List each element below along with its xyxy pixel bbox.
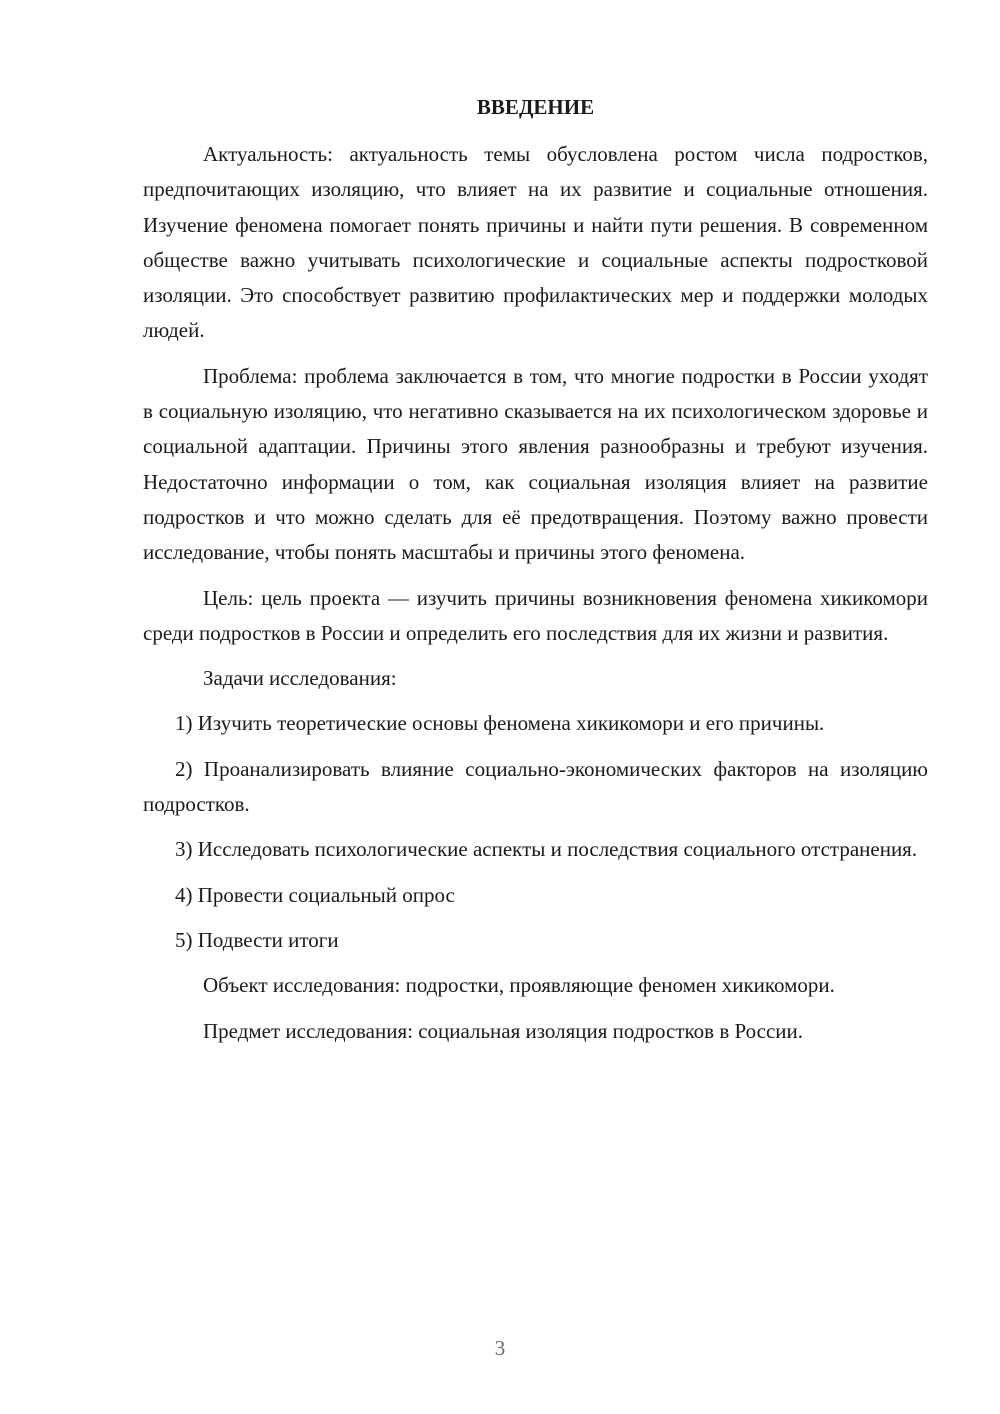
task-item-5: 5) Подвести итоги xyxy=(175,927,339,952)
subject-paragraph: Предмет исследования: социальная изоляция подростков в России. xyxy=(203,1018,804,1043)
page-number: 3 xyxy=(494,1336,506,1360)
document-page xyxy=(143,92,928,1059)
object-paragraph: Объект исследования: подростки, проявляющие феномен хикикомори. xyxy=(203,973,835,998)
section-heading: ВВЕДЕНИЕ xyxy=(476,95,595,119)
relevance-paragraph: Актуальность: актуальность темы обусловлена ростом числа подростков, предпочитающих изоляцию, что влияет на их развитие и социальные отношения. Изучение феномена помогает понять причины и найти пути решения. В современном обществе важно учитывать психологические и социальные аспекты подростковой изоляции. Это способствует развитию профилактических мер и поддержки молодых людей. xyxy=(143,142,928,343)
problem-paragraph: Проблема: проблема заключается в том, что многие подростки в России уходят в социальную изоляцию, что негативно сказывается на их психологическом здоровье и социальной адаптации. Причины этого явления разнообразны и требуют изучения. Недостаточно информации о том, как социальная изоляция влияет на развитие подростков и что можно сделать для её предотвращения. Поэтому важно провести исследование, чтобы понять масштабы и причины этого феномена. xyxy=(143,363,928,565)
task-item-2: 2) Проанализировать влияние социально-экономических факторов на изоляцию подростков. xyxy=(143,756,928,817)
task-item-4: 4) Провести социальный опрос xyxy=(175,882,455,907)
task-item-3: 3) Исследовать психологические аспекты и последствия социального отстранения. xyxy=(175,837,918,862)
goal-paragraph: Цель: цель проекта — изучить причины возникновения феномена хикикомори среди подростков в России и определить его последствия для их жизни и развития. xyxy=(143,585,928,645)
tasks-heading: Задачи исследования: xyxy=(203,666,397,691)
task-item-1: 1) Изучить теоретические основы феномена хикикомори и его причины. xyxy=(175,711,825,736)
